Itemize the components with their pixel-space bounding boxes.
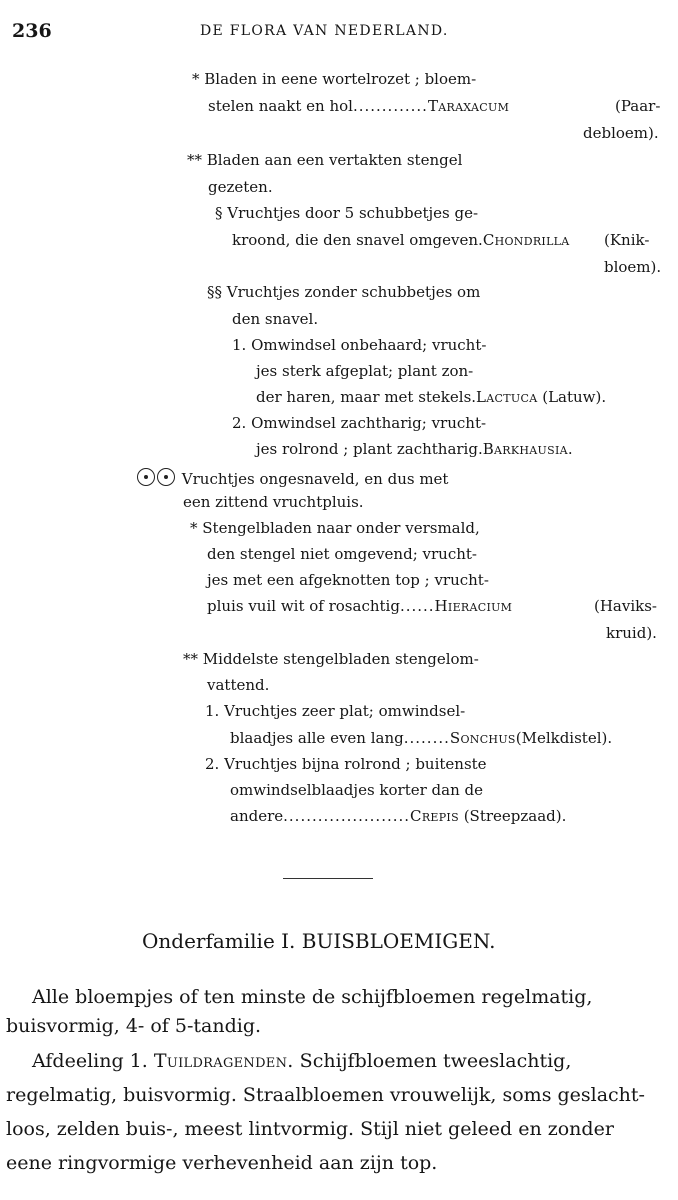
key-text: den snavel. — [232, 310, 319, 328]
key-entry-lactuca-line3 — [256, 390, 606, 405]
common-name: (Knik- — [604, 231, 650, 249]
section-heading: Onderfamilie I. BUISBLOEMIGEN. — [142, 929, 496, 953]
key-text: omwindselblaadjes korter dan de — [230, 781, 483, 799]
dotted-circle-icon — [157, 468, 175, 486]
key-entry-chondrilla-line1 — [215, 206, 478, 221]
key-marker: ** — [183, 650, 198, 668]
key-text: Vruchtjes zonder schubbetjes om — [226, 283, 481, 301]
key-text: kroond, die den snavel omgeven. — [232, 231, 483, 249]
key-marker: §§ — [207, 283, 222, 301]
key-entry-lactuca-line1 — [232, 338, 486, 353]
key-text: den stengel niet omgevend; vrucht- — [207, 545, 477, 563]
key-entry-barkhausia-line1 — [232, 416, 486, 431]
key-group-middelste-line1 — [183, 652, 479, 667]
genus-name: Crepis — [410, 807, 459, 825]
key-entry-barkhausia-line2 — [256, 442, 573, 457]
paragraph-line: regelmatig, buisvormig. Straalbloemen vrouwelijk, soms geslacht- — [6, 1084, 645, 1106]
key-text: Bladen in eene wortelrozet ; bloem- — [204, 70, 477, 88]
paragraph-line: buisvormig, 4- of 5-tandig. — [6, 1015, 262, 1037]
key-text: Omwindsel onbehaard; vrucht- — [251, 336, 487, 354]
key-entry-hieracium-line4 — [207, 599, 512, 614]
genus-name: Barkhausia. — [482, 440, 573, 458]
key-text: Omwindsel zachtharig; vrucht- — [251, 414, 487, 432]
paragraph-line — [32, 1050, 571, 1072]
common-name: (Streepzaad). — [463, 807, 567, 825]
common-name: (Melkdistel). — [515, 729, 613, 747]
division-label: Afdeeling 1. — [32, 1050, 148, 1072]
key-number: 1. — [232, 336, 247, 354]
genus-name: Hieracium — [434, 597, 513, 615]
key-text: Stengelbladen naar onder versmald, — [202, 519, 480, 537]
genus-name: Sonchus — [449, 729, 516, 747]
key-entry-crepis-line3 — [230, 809, 566, 824]
key-group-stengel-line1 — [187, 153, 462, 168]
genus-name: Taraxacum — [427, 97, 510, 115]
division-term: Tuildragenden. — [153, 1050, 294, 1072]
key-entry-taraxacum-line1 — [192, 72, 476, 87]
key-entry-crepis-line1 — [205, 757, 487, 772]
page-number: 236 — [12, 20, 52, 42]
key-group-zonder-line1 — [207, 285, 480, 300]
leader-dots: ...................... — [283, 807, 411, 825]
paragraph-text: Schijfbloemen tweeslachtig, — [299, 1050, 572, 1072]
key-text: Vruchtjes bijna rolrond ; buitenste — [224, 755, 487, 773]
key-number: 2. — [232, 414, 247, 432]
key-marker: ** — [187, 151, 202, 169]
key-text: Middelste stengelbladen stengelom- — [202, 650, 479, 668]
key-group-ongesnaveld-line1 — [137, 468, 448, 487]
common-name: debloem). — [583, 124, 659, 142]
key-marker: * — [192, 70, 200, 88]
paragraph-line: loos, zelden buis-, meest lintvormig. Stijl niet geleed en zonder — [6, 1118, 614, 1140]
key-entry-sonchus-line2 — [230, 731, 612, 746]
key-text: Vruchtjes ongesnaveld, en dus met — [181, 470, 449, 488]
key-text: een zittend vruchtpluis. — [183, 493, 364, 511]
key-text: Vruchtjes zeer plat; omwindsel- — [224, 702, 466, 720]
genus-name: Chondrilla — [482, 231, 570, 249]
key-number: 1. — [205, 702, 220, 720]
key-text: jes met een afgeknotten top ; vrucht- — [207, 571, 489, 589]
leader-dots: ........ — [403, 729, 450, 747]
running-title: DE FLORA VAN NEDERLAND. — [200, 23, 449, 39]
common-name: bloem). — [604, 258, 662, 276]
key-entry-chondrilla-line2 — [232, 233, 570, 248]
key-marker: * — [190, 519, 198, 537]
common-name: (Haviks- — [594, 597, 658, 615]
key-text: Vruchtjes door 5 schubbetjes ge- — [227, 204, 479, 222]
key-marker: § — [215, 204, 223, 222]
section-divider — [283, 878, 373, 879]
key-text: vattend. — [207, 676, 270, 694]
key-number: 2. — [205, 755, 220, 773]
key-text: gezeten. — [208, 178, 273, 196]
genus-name: Lactuca — [476, 388, 538, 406]
leader-dots: ...... — [399, 597, 435, 615]
common-name: kruid). — [606, 624, 657, 642]
key-entry-hieracium-line1 — [190, 521, 480, 536]
key-text: pluis vuil wit of rosachtig — [207, 597, 400, 615]
paragraph-line: Alle bloempjes of ten minste de schijfbloemen regelmatig, — [32, 986, 593, 1008]
common-name: (Latuw). — [542, 388, 607, 406]
key-text: jes rolrond ; plant zachtharig. — [256, 440, 483, 458]
key-text: Bladen aan een vertakten stengel — [206, 151, 463, 169]
key-entry-taraxacum-line2 — [208, 99, 509, 114]
key-text: blaadjes alle even lang — [230, 729, 404, 747]
key-text: der haren, maar met stekels. — [256, 388, 477, 406]
dotted-circle-icon — [137, 468, 155, 486]
key-entry-sonchus-line1 — [205, 704, 465, 719]
paragraph-line: eene ringvormige verhevenheid aan zijn top. — [6, 1152, 438, 1174]
key-text: jes sterk afgeplat; plant zon- — [256, 362, 474, 380]
key-text: andere — [230, 807, 284, 825]
key-text: stelen naakt en hol — [208, 97, 353, 115]
common-name: (Paar- — [615, 97, 661, 115]
leader-dots: ............. — [352, 97, 428, 115]
